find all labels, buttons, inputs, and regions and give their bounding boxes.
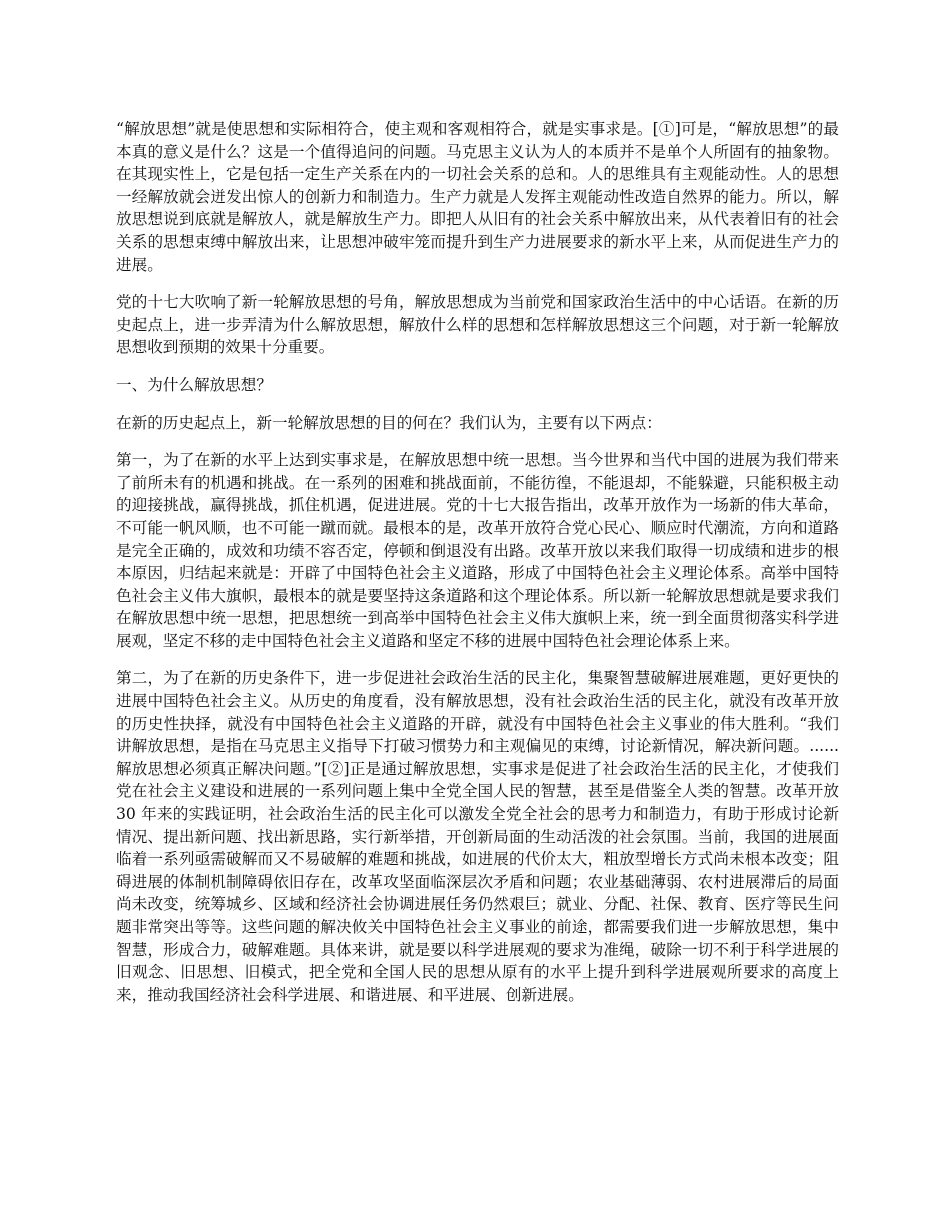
paragraph-first-point: 第一，为了在新的水平上达到实事求是，在解放思想中统一思想。当今世界和当代中国的进展为我们带来了前所未有的机遇和挑战。在一系列的困难和挑战面前，不能彷徨，不能退却，不能躲避，只能积极主动的迎接挑战，赢得挑战，抓住机遇，促进进展。党的十七大报告指出，改革开放作为一场新的伟大革命，不可能一帆风顺，也不可能一蹴而就。最根本的是，改革开放符合党心民心、顺应时代潮流，方向和道路是完全正确的，成效和功绩不容否定，停顿和倒退没有出路。改革开放以来我们取得一切成绩和进步的根本原因，归结起来就是：开辟了中国特色社会主义道路，形成了中国特色社会主义理论体系。高举中国特色社会主义伟大旗帜，最根本的就是要坚持这条道路和这个理论体系。所以新一轮解放思想就是要求我们在解放思想中统一思想，把思想统一到高举中国特色社会主义伟大旗帜上来，统一到全面贯彻落实科学进展观，坚定不移的走中国特色社会主义道路和坚定不移的进展中国特色社会理论体系上来。 <box>116 451 839 650</box>
paragraph-intro: “解放思想”就是使思想和实际相符合，使主观和客观相符合，就是实事求是。[①]可是，“解放思想”的最本真的意义是什么？这是一个值得追问的问题。马克思主义认为人的本质并不是单个人所固有的抽象物。在其现实性上，它是包括一定生产关系在内的一切社会关系的总和。人的思维具有主观能动性。人的思想一经解放就会迸发出惊人的创新力和制造力。生产力就是人发挥主观能动性改造自然界的能力。所以，解放思想说到底就是解放人，就是解放生产力。即把人从旧有的社会关系中解放出来，从代表着旧有的社会关系的思想束缚中解放出来，让思想冲破牢笼而提升到生产力进展要求的新水平上来，从而促进生产力的进展。 <box>116 120 839 274</box>
paragraph-context: 党的十七大吹响了新一轮解放思想的号角，解放思想成为当前党和国家政治生活中的中心话语。在新的历史起点上，进一步弄清为什么解放思想，解放什么样的思想和怎样解放思想这三个问题，对于新一轮解放思想收到预期的效果十分重要。 <box>116 293 839 357</box>
paragraph-second-point: 第二，为了在新的历史条件下，进一步促进社会政治生活的民主化，集聚智慧破解进展难题，更好更快的进展中国特色社会主义。从历史的角度看，没有解放思想，没有社会政治生活的民主化，就没有改革开放的历史性抉择，就没有中国特色社会主义道路的开辟，就没有中国特色社会主义事业的伟大胜利。“我们讲解放思想，是指在马克思主义指导下打破习惯势力和主观偏见的束缚，讨论新情况，解决新问题。......解放思想必须真正解决问题。”[②]正是通过解放思想，实事求是促进了社会政治生活的民主化，才使我们党在社会主义建设和进展的一系列问题上集中全党全国人民的智慧，甚至是借鉴全人类的智慧。改革开放 30 年来的实践证明，社会政治生活的民主化可以激发全党全社会的思考力和制造力，有助于形成讨论新情况、提出新问题、找出新思路，实行新举措，开创新局面的生动活泼的社会氛围。当前，我国的进展面临着一系列亟需破解而又不易破解的难题和挑战，如进展的代价太大，粗放型增长方式尚未根本改变；阻碍进展的体制机制障碍依旧存在，改革攻坚面临深层次矛盾和问题；农业基础薄弱、农村进展滞后的局面尚未改变，统筹城乡、区域和经济社会协调进展任务仍然艰巨；就业、分配、社保、教育、医疗等民生问题非常突出等等。这些问题的解决攸关中国特色社会主义事业的前途，都需要我们进一步解放思想，集中智慧，形成合力，破解难题。具体来讲，就是要以科学进展观的要求为准绳，破除一切不利于科学进展的旧观念、旧思想、旧模式，把全党和全国人民的思想从原有的水平上提升到科学进展观所要求的高度上来，推动我国经济社会科学进展、和谐进展、和平进展、创新进展。 <box>116 669 839 1004</box>
section-heading: 一、为什么解放思想？ <box>116 375 272 394</box>
document-body <box>116 118 839 1021</box>
paragraph-purpose: 在新的历史起点上，新一轮解放思想的目的何在？我们认为，主要有以下两点： <box>116 413 662 432</box>
